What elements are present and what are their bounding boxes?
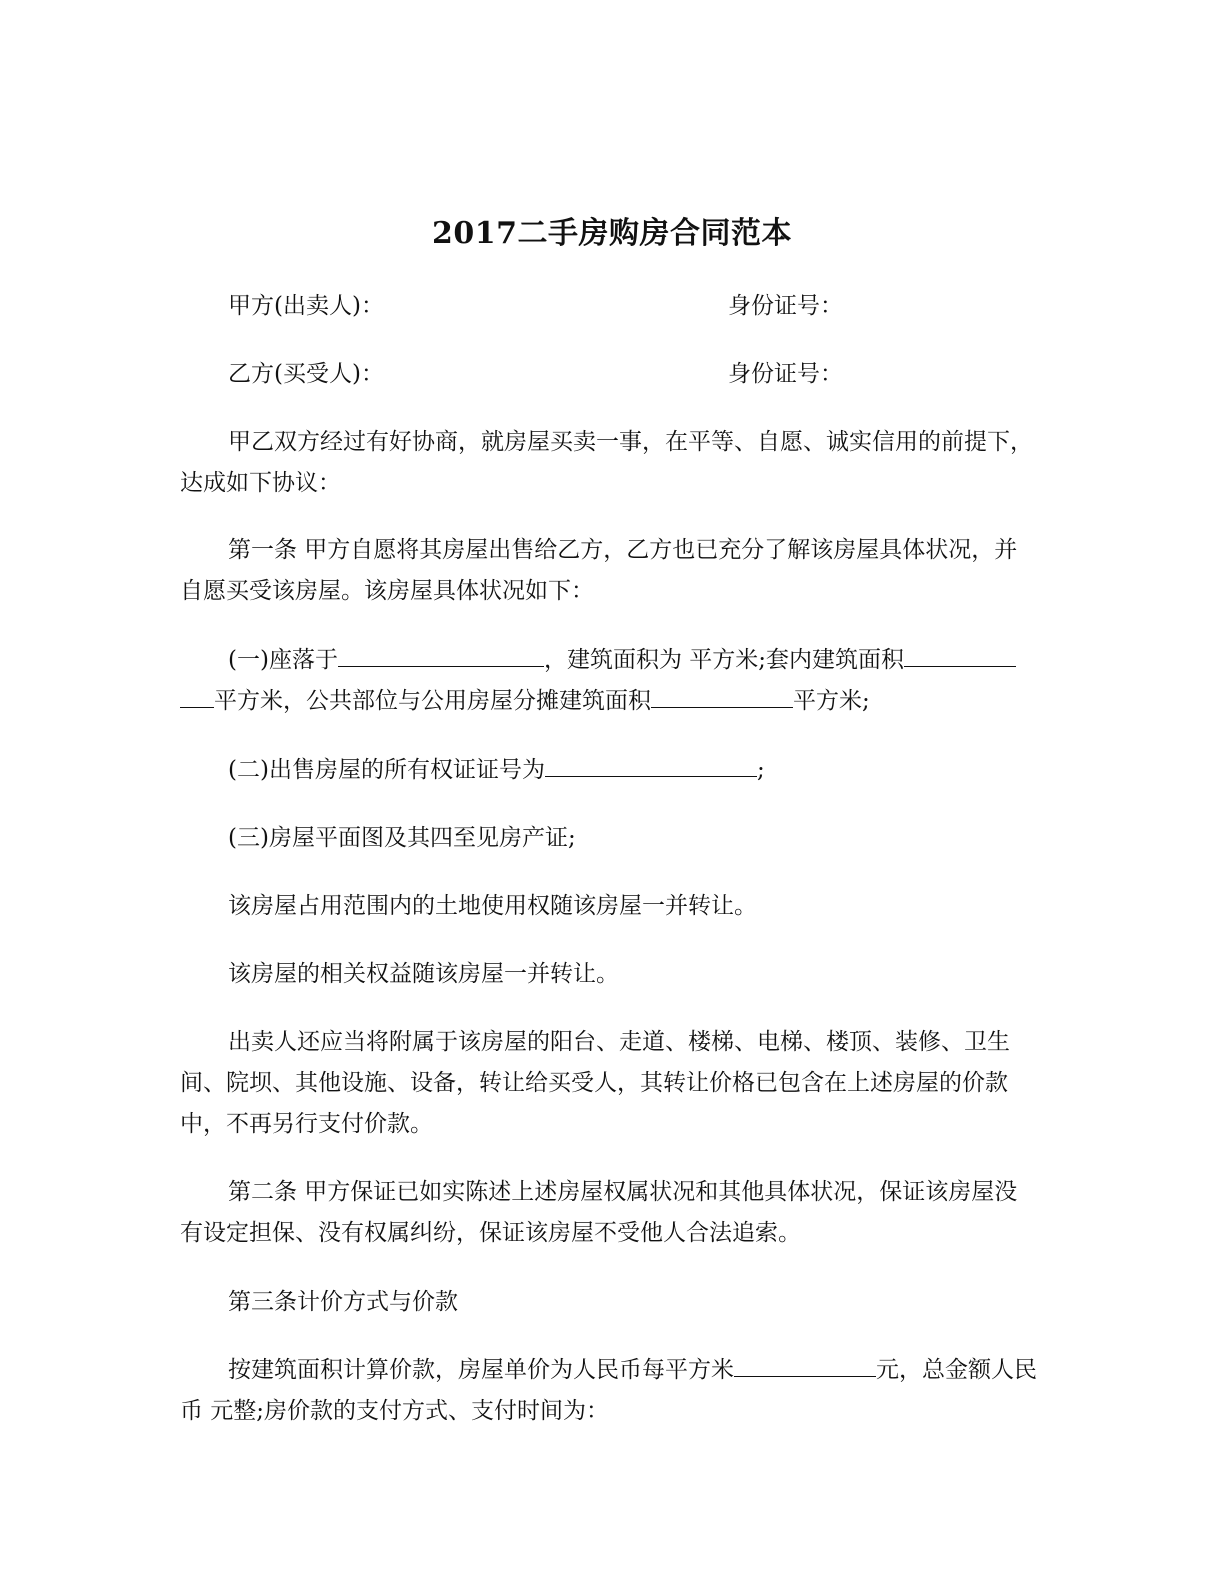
intro-paragraph: 甲乙双方经过有好协商，就房屋买卖一事，在平等、自愿、诚实信用的前提下，达成如下协议： bbox=[180, 429, 1033, 496]
item-1-location bbox=[180, 640, 1040, 722]
item-1-text-b: ，建筑面积为 平方米;套内建筑面积 bbox=[543, 647, 905, 673]
item-2-text-b: ; bbox=[756, 757, 765, 783]
price-text-a: 按建筑面积计算价款，房屋单价为人民币每平方米 bbox=[228, 1357, 734, 1383]
article-2: 第二条 甲方保证已如实陈述上述房屋权属状况和其他具体状况，保证该房屋没有设定担保、没有权属纠纷，保证该房屋不受他人合法追索。 bbox=[180, 1179, 1018, 1246]
party-a-id-label: 身份证号： bbox=[728, 293, 843, 319]
item-1-text-d: 平方米; bbox=[793, 688, 870, 714]
party-a-label: 甲方(出卖人)： bbox=[228, 293, 384, 319]
item-1-text-c: 平方米，公共部位与公用房屋分摊建筑面积 bbox=[214, 688, 651, 714]
unit-price-blank bbox=[734, 1352, 876, 1377]
document-title: 2017二手房购房合同范本 bbox=[432, 216, 792, 251]
certificate-number-blank bbox=[545, 752, 757, 777]
item-3-floorplan: (三)房屋平面图及其四至见房产证; bbox=[228, 825, 576, 851]
land-transfer-clause: 该房屋占用范围内的土地使用权随该房屋一并转让。 bbox=[228, 893, 757, 919]
article-1: 第一条 甲方自愿将其房屋出售给乙方，乙方也已充分了解该房屋具体状况，并自愿买受该房屋。该房屋具体状况如下： bbox=[180, 537, 1018, 604]
article-3-heading: 第三条计价方式与价款 bbox=[228, 1289, 458, 1315]
inner-area-blank bbox=[904, 642, 1016, 667]
shared-area-blank bbox=[651, 683, 793, 708]
item-2-text-a: (二)出售房屋的所有权证证号为 bbox=[228, 757, 545, 783]
price-clause bbox=[180, 1350, 1040, 1432]
rights-transfer-clause: 该房屋的相关权益随该房屋一并转让。 bbox=[228, 961, 619, 987]
party-b-row bbox=[180, 354, 1088, 395]
inner-area-blank-continued bbox=[180, 683, 214, 708]
party-b-label: 乙方(买受人)： bbox=[228, 361, 384, 387]
location-blank bbox=[338, 642, 544, 667]
party-a-row bbox=[180, 286, 1088, 327]
attachments-clause: 出卖人还应当将附属于该房屋的阳台、走道、楼梯、电梯、楼顶、装修、卫生间、院坝、其他设施、设备，转让给买受人，其转让价格已包含在上述房屋的价款中，不再另行支付价款。 bbox=[180, 1029, 1010, 1137]
price-text-b: 元，总金额人民币 元整;房价款的支付方式、支付时间为： bbox=[180, 1357, 1037, 1424]
item-2-certificate bbox=[180, 750, 1088, 791]
item-1-text-a: (一)座落于 bbox=[228, 647, 338, 673]
party-b-id-label: 身份证号： bbox=[728, 361, 843, 387]
